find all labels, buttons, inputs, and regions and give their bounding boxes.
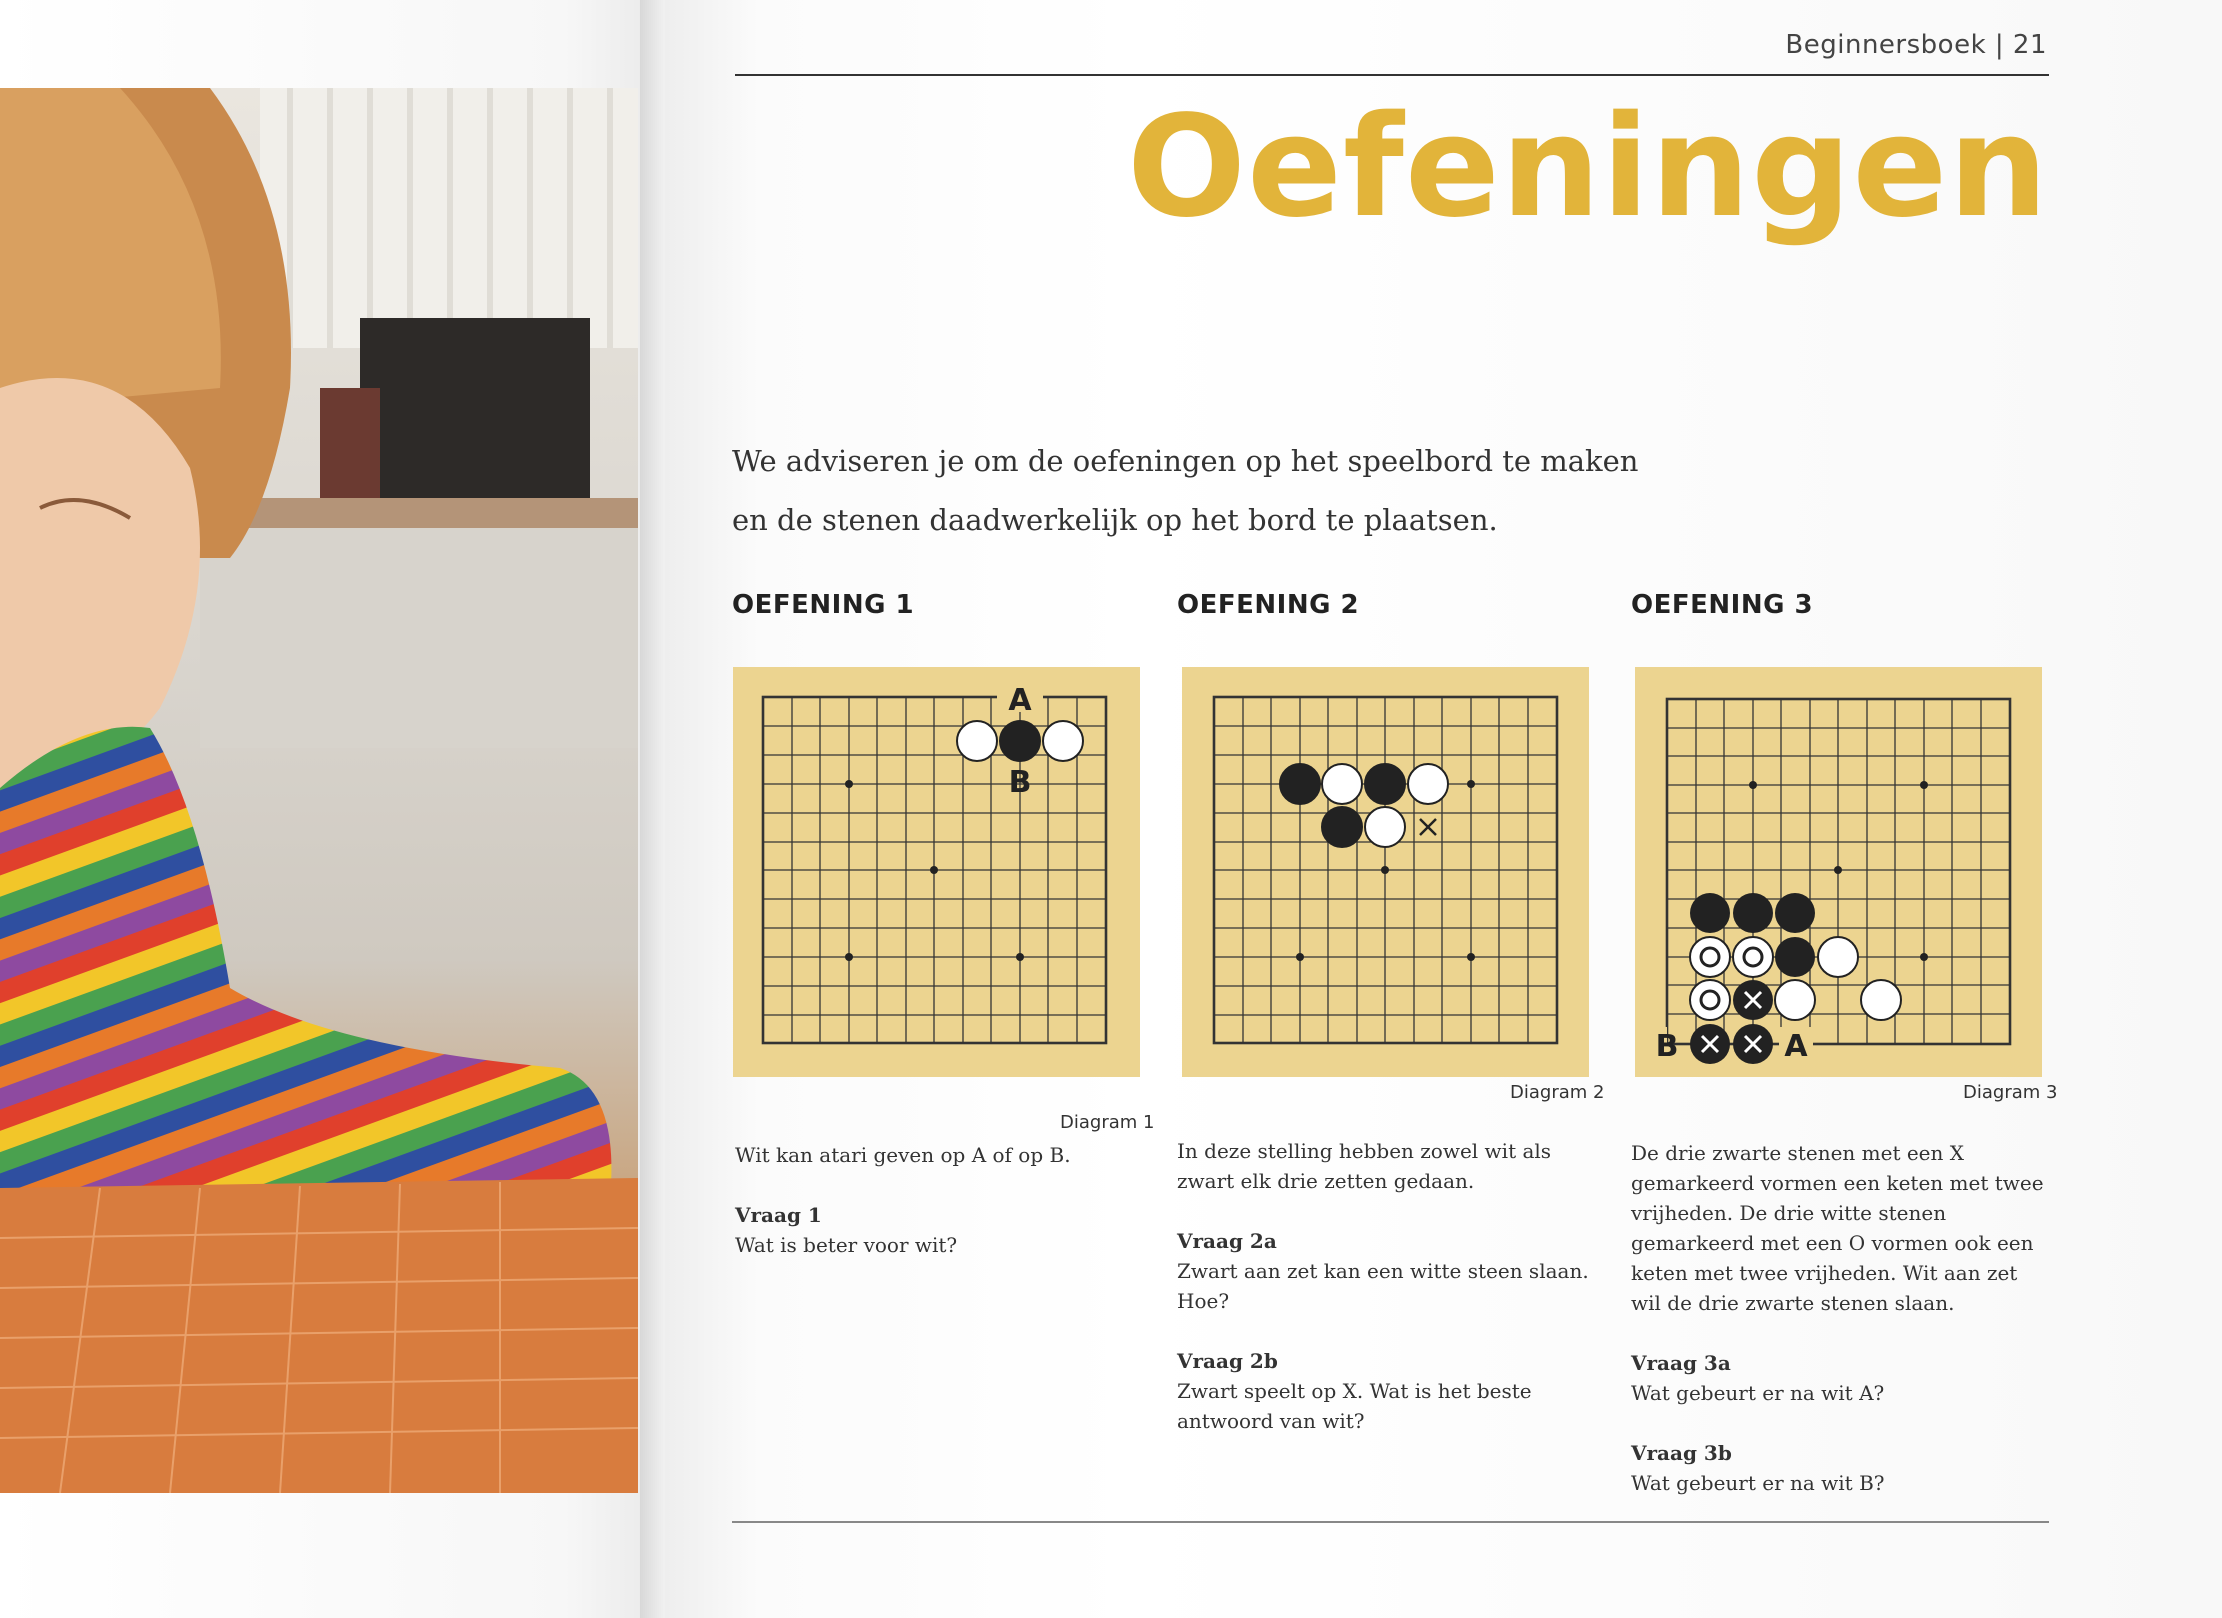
white-stone: [1322, 764, 1362, 804]
white-stone: [1365, 807, 1405, 847]
black-stone: [1733, 893, 1773, 933]
exercise-2-text: In deze stelling hebben zowel wit als zwart elk drie zetten gedaan. Vraag 2a Zwart aan zet kan een witte steen slaan. Hoe? Vraag 2b Zwart speelt op X. Wat is het beste antwoord van wit?: [1177, 1139, 1589, 1433]
question-text: Wat is beter voor wit?: [735, 1233, 958, 1257]
white-stone: [1408, 764, 1448, 804]
white-stone-o: [1733, 937, 1773, 977]
label-b: B: [1655, 1029, 1679, 1064]
diagram-1: [733, 667, 1140, 1077]
intro-line-2: en de stenen daadwerkelijk op het bord te plaatsen.: [732, 503, 1498, 537]
exercise-3-title: OEFENING 3: [1631, 590, 1814, 620]
left-page: [0, 0, 665, 1618]
white-stone: [1775, 980, 1815, 1020]
black-stone: [1365, 764, 1405, 804]
exercise-1-text: Wit kan atari geven op A of op B. Vraag 1 Wat is beter voor wit?: [735, 1140, 1145, 1290]
diagram-3-caption: Diagram 3: [1963, 1082, 2058, 1103]
diagram-2-caption: Diagram 2: [1510, 1082, 1605, 1103]
black-stone: [1000, 721, 1040, 761]
black-stone: [1775, 893, 1815, 933]
white-stone-o: [1690, 937, 1730, 977]
black-stone: [1775, 937, 1815, 977]
white-stone-o: [1690, 980, 1730, 1020]
exercise-2-title: OEFENING 2: [1177, 590, 1360, 620]
running-head: Beginnersboek | 21: [1785, 30, 2047, 60]
exercise-3-text: De drie zwarte stenen met een X gemarkeerd vormen een keten met twee vrijheden. De drie witte stenen gemarkeerd met een O vormen ook een keten met twee vrijheden. Wit aan zet wil de drie zwarte stenen slaan. Vraag 3a Wat gebeurt er na wit A? Vraag 3b Wat gebeurt er na wit B?: [1631, 1141, 2044, 1495]
label-a: A: [1008, 683, 1032, 718]
white-stone: [1043, 721, 1083, 761]
white-stone: [1818, 937, 1858, 977]
black-stone: [1690, 893, 1730, 933]
diagram-2: [1182, 667, 1589, 1077]
black-stone: [1322, 807, 1362, 847]
exercise-1-title: OEFENING 1: [732, 590, 915, 620]
child-photo: [0, 88, 638, 1493]
header-rule: [735, 74, 2049, 76]
intro-text: [732, 432, 1652, 550]
white-stone: [957, 721, 997, 761]
white-stone: [1861, 980, 1901, 1020]
diagram-3: [1635, 667, 2042, 1077]
diagram-1-caption: Diagram 1: [1060, 1112, 1155, 1133]
right-page: [665, 0, 2222, 1618]
page-title: Oefeningen: [1127, 86, 2049, 249]
question-label: Vraag 1: [735, 1203, 822, 1227]
black-stone: [1280, 764, 1320, 804]
label-a: A: [1784, 1029, 1808, 1064]
label-b: B: [1008, 765, 1032, 800]
footer-rule: [732, 1521, 2049, 1523]
intro-line-1: We adviseren je om de oefeningen op het speelbord te maken: [732, 444, 1639, 478]
